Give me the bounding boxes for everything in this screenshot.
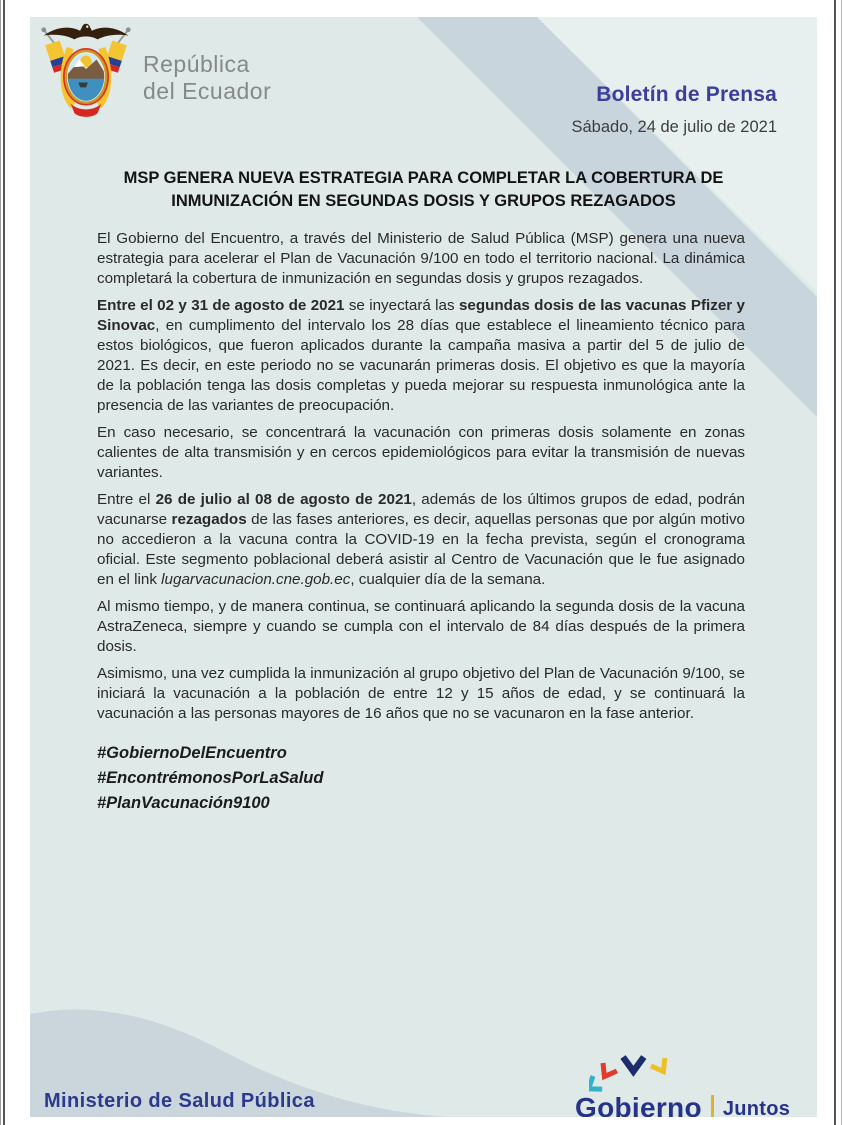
body-paragraph (97, 423, 745, 483)
ministry-name: Ministerio de Salud Pública (44, 1090, 315, 1112)
body-text: Al mismo tiempo, y de manera continua, se continuará aplicando la segunda dosis de la vacuna AstraZeneca, siempre y cuando se cumpla con el intervalo de 84 días después de la primera dosis. (97, 598, 745, 655)
body-paragraph (97, 229, 745, 289)
bulletin-title: Boletín de Prensa (596, 83, 777, 106)
body-text: Entre el (97, 491, 156, 508)
scan-edge-left-outer (0, 0, 1, 1125)
body-text: , además de los últimos grupos de edad, podrán vacunarse (97, 491, 745, 528)
body-text: En caso necesario, se concentrará la vacunación con primeras dosis solamente en zonas calientes de alta transmisión y en cercos epidemiológicos para evitar la transmisión de nuevas variantes. (97, 424, 745, 481)
body-paragraph (97, 664, 745, 724)
hashtag: #EncontrémonosPorLaSalud (97, 769, 324, 787)
bulletin-header (571, 83, 777, 137)
scan-edge-right-outer (841, 0, 842, 1125)
gobierno-logo (575, 1054, 817, 1117)
body-text: de las fases anteriores, es decir, aquellas personas que por algún motivo no accedieron a la vacuna contra la COVID-19 en la fecha prevista, según el cronograma oficial. Este segmento poblacional deberá asistir al Centro de Vacunación que le fue asignado en el link (97, 511, 745, 588)
paragraph-list (97, 229, 745, 724)
scan-edge-left (3, 0, 5, 1125)
body-text: El Gobierno del Encuentro, a través del Ministerio de Salud Pública (MSP) genera una nueva estrategia para acelerar el Plan de Vacunación 9/100 en todo el territorio nacional. La dinámica completará la cobertura de inmunización en segundas dosis y grupos rezagados. (97, 230, 745, 287)
body-bold-text: 26 de julio al 08 de agosto de 2021 (155, 491, 412, 508)
body-bold-text: Entre el 02 y 31 de agosto de 2021 (97, 297, 345, 314)
gobierno-logo-row (575, 1092, 817, 1117)
bulletin-page (30, 17, 817, 1117)
brand-line-2: del Ecuador (143, 78, 272, 104)
body-bold-text: segundas dosis de las vacunas Pfizer y Sinovac (97, 297, 745, 334)
hashtag: #GobiernoDelEncuentro (97, 744, 287, 762)
body-text: Asimismo, una vez cumplida la inmunización al grupo objetivo del Plan de Vacunación 9/100, se iniciará la vacunación a la población de entre 12 y 15 años de edad, y se continuará la vacunación a las personas mayores de 16 años que no se vacunaron en la fase anterior. (97, 665, 745, 722)
body-text: , cualquier día de la semana. (350, 571, 546, 588)
body-bold-text: rezagados (171, 511, 247, 528)
brand-line-1: República (143, 51, 250, 77)
gobierno-logo-tagline: Juntos (722, 1098, 791, 1117)
article-body (97, 229, 745, 816)
gobierno-logo-word: Gobierno (575, 1092, 702, 1117)
body-link-text: lugarvacunacion.cne.gob.ec (161, 571, 351, 588)
document-title (80, 167, 767, 213)
body-text: se inyectará las (344, 297, 459, 314)
gobierno-logo-divider (711, 1095, 714, 1117)
bulletin-date: Sábado, 24 de julio de 2021 (571, 118, 777, 136)
hashtag: #PlanVacunación9100 (97, 794, 270, 812)
body-paragraph (97, 296, 745, 416)
document-title-line-1: MSP GENERA NUEVA ESTRATEGIA PARA COMPLETAR LA COBERTURA DE (123, 169, 724, 187)
scan-edge-right (834, 0, 836, 1125)
ecuador-coat-of-arms-icon (38, 17, 134, 127)
body-text: , en cumplimento del intervalo los 28 días que establece el lineamiento técnico para estos biológicos, que fueron aplicados durante la campaña masiva a partir del 5 de julio de 2021. Es decir, en este periodo no se vacunarán primeras dosis. El objetivo es que la mayoría de la población tenga las dosis completas y pueda mejorar su respuesta inmunológica ante la presencia de las variantes de preocupación. (97, 317, 745, 414)
brand-text (143, 51, 271, 105)
body-paragraph (97, 597, 745, 657)
document-title-line-2: INMUNIZACIÓN EN SEGUNDAS DOSIS Y GRUPOS REZAGADOS (171, 192, 676, 210)
body-paragraph (97, 490, 745, 590)
hashtag-list (97, 741, 745, 816)
